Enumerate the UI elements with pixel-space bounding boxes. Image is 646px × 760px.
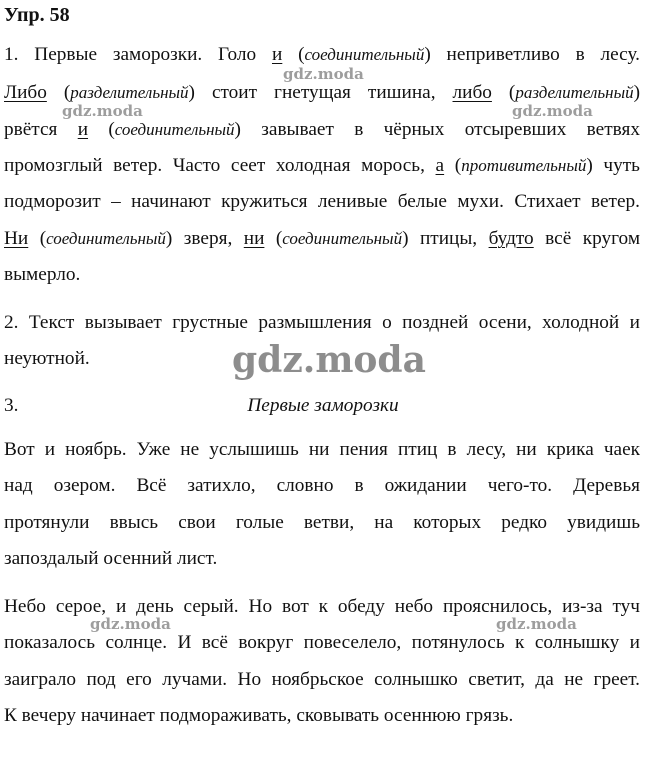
conjunction-type: разделительный — [70, 83, 189, 102]
story-heading: Первые заморозки — [247, 395, 399, 416]
underlined-conjunction: и — [77, 119, 89, 140]
watermark: gdz.moda — [283, 65, 364, 83]
text-run: ( — [28, 228, 47, 249]
watermark: gdz.moda — [512, 102, 593, 120]
p3-line-1: Вот и ноябрь. Уже не услышишь ни пения птиц в лесу, ни крика чаек — [4, 439, 640, 460]
text-run: ) зверя, — [165, 228, 244, 249]
p2-line-1: 2. Текст вызывает грустные размышления о поздней осени, холодной и — [4, 312, 640, 333]
text-run: 1. Первые заморозки. Голо — [4, 44, 272, 65]
p2-line-2: неуютной. — [4, 348, 90, 369]
underlined-conjunction: ни — [243, 228, 265, 249]
text-run: ) — [633, 82, 641, 103]
text-run: всё кругом — [533, 228, 641, 249]
conjunction-type: соединительный — [114, 120, 235, 139]
exercise-title: Упр. 58 — [4, 4, 70, 26]
text-run: ( — [491, 82, 516, 103]
p3-number: 3. — [4, 395, 19, 416]
p1-line-5: подморозит – начинают кружиться ленивые белые мухи. Стихает ветер. — [4, 191, 640, 212]
text-run: ) чуть — [586, 155, 640, 176]
text-run: рвётся — [4, 119, 78, 140]
underlined-conjunction: будто — [488, 228, 534, 249]
text-run: ( — [88, 119, 115, 140]
p4-line-3: заиграло под его лучами. Но ноябрьское солнышко светит, да не греет. — [4, 669, 640, 690]
p3-line-4: запоздалый осенний лист. — [4, 548, 218, 569]
watermark: gdz.moda — [232, 339, 426, 381]
text-run: ) стоит гнетущая тишина, — [188, 82, 453, 103]
p3-line-2: над озером. Всё затихло, словно в ожидании чего-то. Деревья — [4, 475, 640, 496]
watermark: gdz.moda — [496, 615, 577, 633]
p1-line-4 — [4, 153, 640, 179]
underlined-conjunction: Либо — [4, 82, 47, 103]
text-run: ) завывает в чёрных отсыревших ветвях — [234, 119, 640, 140]
p4-line-2: показалось солнце. И всё вокруг повеселело, потянулось к солнышку и — [4, 632, 640, 653]
underlined-conjunction: либо — [452, 82, 492, 103]
conjunction-type: противительный — [461, 156, 587, 175]
conjunction-type: соединительный — [282, 229, 403, 248]
text-run: ( — [444, 155, 462, 176]
conjunction-type: разделительный — [515, 83, 634, 102]
watermark: gdz.moda — [90, 615, 171, 633]
underlined-conjunction: Ни — [4, 228, 29, 249]
text-run: ) неприветливо в лесу. — [424, 44, 640, 65]
p3-line-3: протянули ввысь свои голые ветви, на которых редко увидишь — [4, 512, 640, 533]
text-run: промозглый ветер. Часто сеет холодная морось, — [4, 155, 436, 176]
underlined-conjunction: и — [271, 44, 283, 65]
text-run: ( — [264, 228, 283, 249]
p1-line-7: вымерло. — [4, 264, 81, 285]
text-run: ( — [282, 44, 305, 65]
p1-line-3 — [4, 117, 640, 143]
text-run: ) птицы, — [402, 228, 489, 249]
p4-line-4: К вечеру начинает подмораживать, сковывать осеннюю грязь. — [4, 705, 514, 726]
conjunction-type: соединительный — [46, 229, 166, 248]
p1-line-6 — [4, 226, 640, 252]
underlined-conjunction: а — [435, 155, 445, 176]
conjunction-type: соединительный — [304, 45, 425, 64]
text-run: ( — [46, 82, 71, 103]
watermark: gdz.moda — [62, 102, 143, 120]
p4-line-1: Небо серое, и день серый. Но вот к обеду небо прояснилось, из-за туч — [4, 596, 640, 617]
